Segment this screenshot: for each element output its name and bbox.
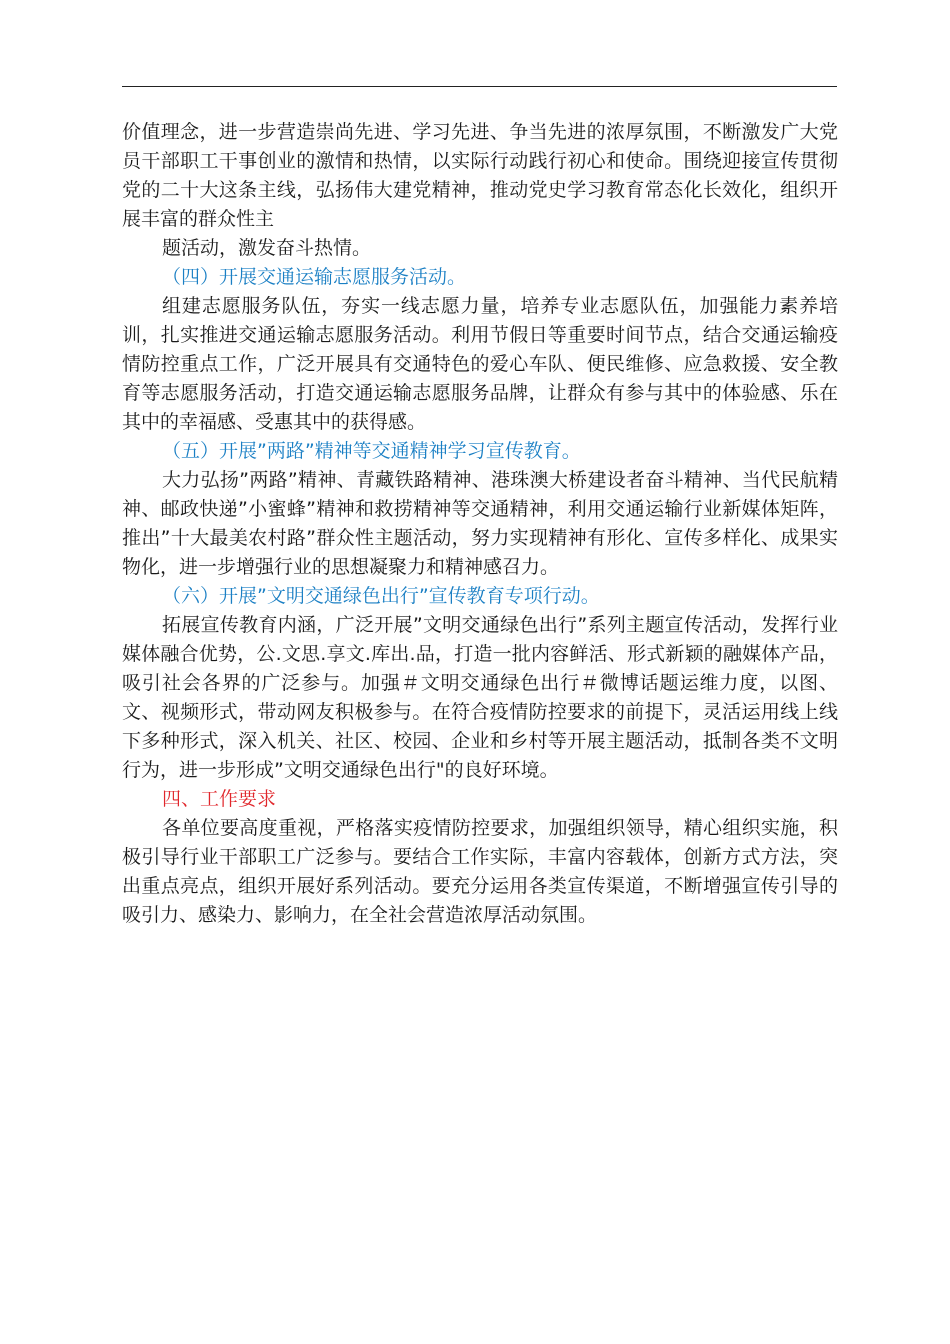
subsection-heading: （六）开展”文明交通绿色出行”宣传教育专项行动。 — [162, 585, 600, 607]
section-heading: 四、工作要求 — [162, 788, 277, 810]
subsection-heading: （四）开展交通运输志愿服务活动。 — [162, 266, 467, 288]
body-paragraph: 组建志愿服务队伍，夯实一线志愿力量，培养专业志愿队伍，加强能力素养培训，扎实推进交通运输志愿服务活动。利用节假日等重要时间节点，结合交通运输疫情防控重点工作，广泛开展具有交通特色的爱心车队、便民维修、应急救援、安全教育等志愿服务活动，打造交通运输志愿服务品牌，让群众有参与其中的体验感、乐在其中的幸福感、受惠其中的获得感。 — [122, 295, 838, 433]
body-paragraph: 大力弘扬”两路”精神、青藏铁路精神、港珠澳大桥建设者奋斗精神、当代民航精神、邮政快递”小蜜蜂”精神和救捞精神等交通精神，利用交通运输行业新媒体矩阵，推出”十大最美农村路”群众性主题活动，努力实现精神有形化、宣传多样化、成果实物化，进一步增强行业的思想凝聚力和精神感召力。 — [122, 469, 838, 578]
body-paragraph: 价值理念，进一步营造崇尚先进、学习先进、争当先进的浓厚氛围，不断激发广大党员干部职工干事创业的激情和热情，以实际行动践行初心和使命。围绕迎接宣传贯彻党的二十大这条主线，弘扬伟大建党精神，推动党史学习教育常态化长效化，组织开展丰富的群众性主 — [122, 121, 838, 230]
body-paragraph: 各单位要高度重视，严格落实疫情防控要求，加强组织领导，精心组织实施，积极引导行业干部职工广泛参与。要结合工作实际，丰富内容载体，创新方式方法，突出重点亮点，组织开展好系列活动。要充分运用各类宣传渠道，不断增强宣传引导的吸引力、感染力、影响力，在全社会营造浓厚活动氛围。 — [122, 817, 838, 926]
document-body — [122, 118, 838, 930]
body-paragraph: 题活动，激发奋斗热情。 — [162, 237, 372, 259]
body-paragraph: 拓展宣传教育内涵，广泛开展”文明交通绿色出行”系列主题宣传活动，发挥行业媒体融合优势，公.文思.享文.库出.品，打造一批内容鲜活、形式新颖的融媒体产品，吸引社会各界的广泛参与。加强＃文明交通绿色出行＃微博话题运维力度，以图、文、视频形式，带动网友积极参与。在符合疫情防控要求的前提下，灵活运用线上线下多种形式，深入机关、社区、校园、企业和乡村等开展主题活动，抵制各类不文明行为，进一步形成”文明交通绿色出行"的良好环境。 — [122, 614, 838, 781]
header-rule — [122, 86, 837, 87]
subsection-heading: （五）开展”两路”精神等交通精神学习宣传教育。 — [162, 440, 581, 462]
